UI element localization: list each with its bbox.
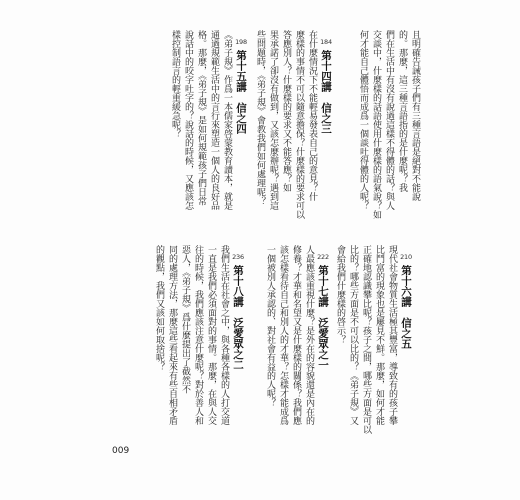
- summary-column: 往的時候，我們應該注意什麼呢？對於善人和: [193, 245, 203, 425]
- toc-entry-lecture-18: [152, 245, 245, 425]
- summary-column: 些問題時，《弟子規》會教我們如何處理呢？: [255, 30, 265, 206]
- summary-column: 格。那麼，《弟子規》是如何規範孩子們日常: [196, 30, 206, 206]
- summary-column: 且明確告誡孩子們有三種言語是絕對不能說: [410, 30, 420, 201]
- toc-entry-lecture-16: [333, 245, 413, 434]
- summary-column: 一直是我們必須面對的事情。那麼，在與人交: [206, 245, 216, 425]
- entry-page-number: 198: [235, 38, 247, 46]
- entry-heading-column: [231, 253, 245, 370]
- toc-entry-lecture-17: [263, 245, 330, 425]
- summary-column: 該怎樣看待自己和別人的才華？怎樣才能成爲: [278, 245, 288, 425]
- summary-column: 修養？才華和名望又是什麼樣的關係？我們應: [291, 245, 301, 425]
- summary-column: 答應別人？什麼樣的要求又不能答應？如: [281, 30, 291, 192]
- summary-column: 說話中的咬字吐字的？說話的時候，又應該怎: [183, 30, 193, 210]
- summary-column: 果承諾了卻沒有做到，又該怎麼辦呢？遇到這: [268, 30, 278, 210]
- page-number: 009: [112, 446, 130, 456]
- entry-heading-column: [319, 38, 333, 134]
- summary-column: 何才能自己體悟而成爲一個談吐得體的人呢？: [358, 30, 368, 210]
- summary-column: 同的處理方法，那麼這些看起來有些自相矛盾: [167, 245, 177, 425]
- summary-column: 麼樣的事情不可以隨意擔保？什麼樣的要求可以: [294, 30, 304, 219]
- summary-column: 會給我們什麼樣的啓示？: [335, 245, 345, 344]
- summary-column: 們在生活中有沒有說過這樣不得體的話？與人: [384, 30, 394, 210]
- summary-column: 一個被別人承認的、對社會有益的人呢？: [265, 245, 275, 407]
- summary-column: 比的？哪些方面是不可以比的？《弟子規》又: [348, 245, 358, 425]
- summary-column: 惡人，《弟子規》爲什麼提出了截然不: [180, 245, 190, 394]
- entry-heading-column: [399, 253, 413, 349]
- summary-column: 我們生活在社會之中，與各種各樣的人打交道: [219, 245, 229, 425]
- summary-column: 正確地認識攀比呢？孩子之間，哪些方面是可以: [361, 245, 371, 434]
- summary-column: 通過規範生活中的言行來塑造一個人的良好品: [209, 30, 219, 210]
- summary-column: 比鬥富的現象也是屢見不鮮。那麼，如何才能: [374, 245, 384, 425]
- summary-column: 交談中，什麼樣的話語使用什麼樣的語氣說？如: [371, 30, 381, 219]
- entry-heading: 第十七講 泛愛眾之一: [317, 265, 329, 370]
- entry-heading: 第十八講 泛愛眾之二: [232, 265, 244, 370]
- summary-column: 的觀點，我們又該如何取捨呢？: [154, 245, 164, 371]
- entry-heading-column: [316, 253, 330, 370]
- summary-column: 人最應該重視什麼？是外在的容貌還是內在的: [304, 245, 314, 425]
- entry-page-number: 236: [232, 253, 244, 261]
- summary-column: 現代社會物質生活極其豐富，導致有的孩子攀: [387, 245, 397, 425]
- entry-page-number: 210: [400, 253, 412, 261]
- toc-entry-lecture-15: [168, 30, 248, 210]
- entry-page-number: 222: [317, 253, 329, 261]
- entry-heading: 第十五講 信之四: [235, 50, 247, 134]
- summary-column: 《弟子規》作爲一本儒家啓蒙教育讀本，就是: [222, 30, 232, 210]
- summary-column: 的。那麼，這三種言語指的是什麼呢？我: [397, 30, 407, 192]
- entry-page-number: 184: [320, 38, 332, 46]
- toc-entry-continuation: [356, 30, 421, 219]
- summary-column: 在什麼情況下不能輕易發表自己的意見？什: [307, 30, 317, 201]
- toc-entry-lecture-14: [253, 30, 333, 219]
- entry-heading-column: [234, 38, 248, 134]
- entry-heading: 第十四講 信之三: [320, 50, 332, 134]
- entry-heading: 第十六講 信之五: [400, 265, 412, 349]
- summary-column: 樣控制語言的輕重緩急呢？: [170, 30, 180, 138]
